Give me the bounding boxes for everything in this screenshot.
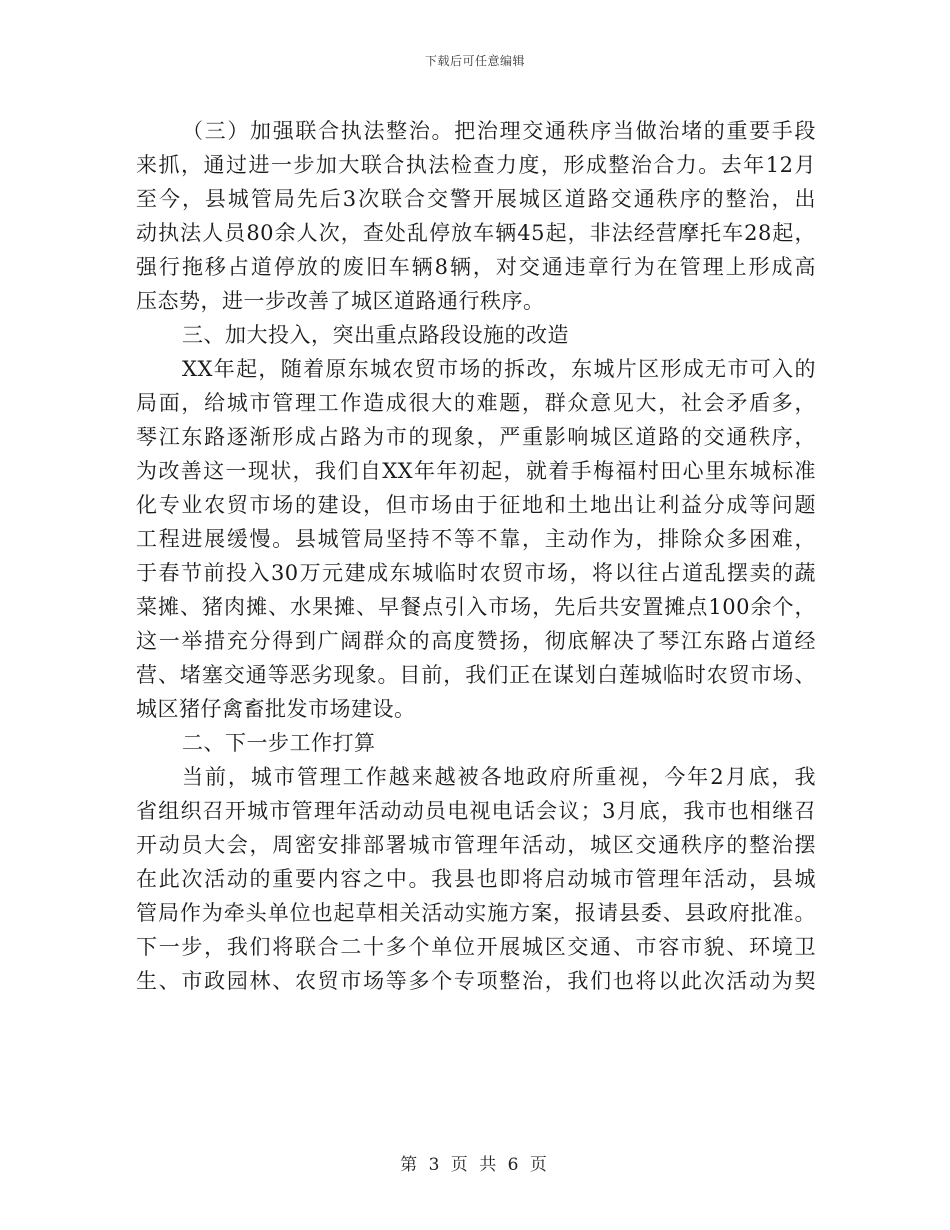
page-number: 第 3 页 共 6 页 xyxy=(400,1155,550,1175)
paragraph-line: 至今，县城管局先后3次联合交警开展城区道路交通秩序的整治，出 xyxy=(136,187,816,211)
paragraph-line: （三）加强联合执法整治。把治理交通秩序当做治堵的重要手段 xyxy=(182,119,816,143)
paragraph-line: 为改善这一现状，我们自XX年年初起，就着手梅福村田心里东城标准 xyxy=(136,459,816,483)
paragraph-line: 琴江东路逐渐形成占路为市的现象，严重影响城区道路的交通秩序， xyxy=(136,425,816,449)
paragraph-line: 菜摊、猪肉摊、水果摊、早餐点引入市场，先后共安置摊点100余个， xyxy=(136,595,816,619)
paragraph-line: 城区猪仔禽畜批发市场建设。 xyxy=(136,697,416,721)
paragraph-line: 在此次活动的重要内容之中。我县也即将启动城市管理年活动，县城 xyxy=(136,867,816,891)
paragraph-line: XX年起，随着原东城农贸市场的拆改，东城片区形成无市可入的 xyxy=(182,357,816,381)
paragraph-line: 工程进展缓慢。县城管局坚持不等不靠，主动作为，排除众多困难， xyxy=(136,527,816,551)
paragraph-line: 于春节前投入30万元建成东城临时农贸市场，将以往占道乱摆卖的蔬 xyxy=(136,561,816,585)
section-heading: 二、下一步工作打算 xyxy=(182,731,376,755)
page-header: 下载后可任意编辑 xyxy=(424,54,525,68)
document-body xyxy=(136,114,816,998)
paragraph-line: 局面，给城市管理工作造成很大的难题，群众意见大，社会矛盾多， xyxy=(136,391,816,415)
section-heading: 三、加大投入，突出重点路段设施的改造 xyxy=(182,323,569,347)
paragraph-line: 营、堵塞交通等恶劣现象。目前，我们正在谋划白莲城临时农贸市场、 xyxy=(136,663,816,687)
paragraph-line: 化专业农贸市场的建设，但市场由于征地和土地出让利益分成等问题 xyxy=(136,493,816,517)
paragraph-line: 动执法人员80余人次，查处乱停放车辆45起，非法经营摩托车28起， xyxy=(136,221,816,245)
paragraph-line: 这一举措充分得到广阔群众的高度赞扬，彻底解决了琴江东路占道经 xyxy=(136,629,816,653)
paragraph-line: 强行拖移占道停放的废旧车辆8辆，对交通违章行为在管理上形成高 xyxy=(136,255,816,279)
paragraph-line: 生、市政园林、农贸市场等多个专项整治，我们也将以此次活动为契 xyxy=(136,969,816,993)
paragraph-line: 压态势，进一步改善了城区道路通行秩序。 xyxy=(136,289,545,313)
paragraph-line: 下一步，我们将联合二十多个单位开展城区交通、市容市貌、环境卫 xyxy=(136,935,816,959)
paragraph-line: 来抓，通过进一步加大联合执法检查力度，形成整治合力。去年12月 xyxy=(136,153,816,177)
paragraph-line: 省组织召开城市管理年活动动员电视电话会议；3月底，我市也相继召 xyxy=(136,799,816,823)
paragraph-line: 当前，城市管理工作越来越被各地政府所重视，今年2月底，我 xyxy=(182,765,816,789)
paragraph-line: 管局作为牵头单位也起草相关活动实施方案，报请县委、县政府批准。 xyxy=(136,901,816,925)
paragraph-line: 开动员大会，周密安排部署城市管理年活动，城区交通秩序的整治摆 xyxy=(136,833,816,857)
